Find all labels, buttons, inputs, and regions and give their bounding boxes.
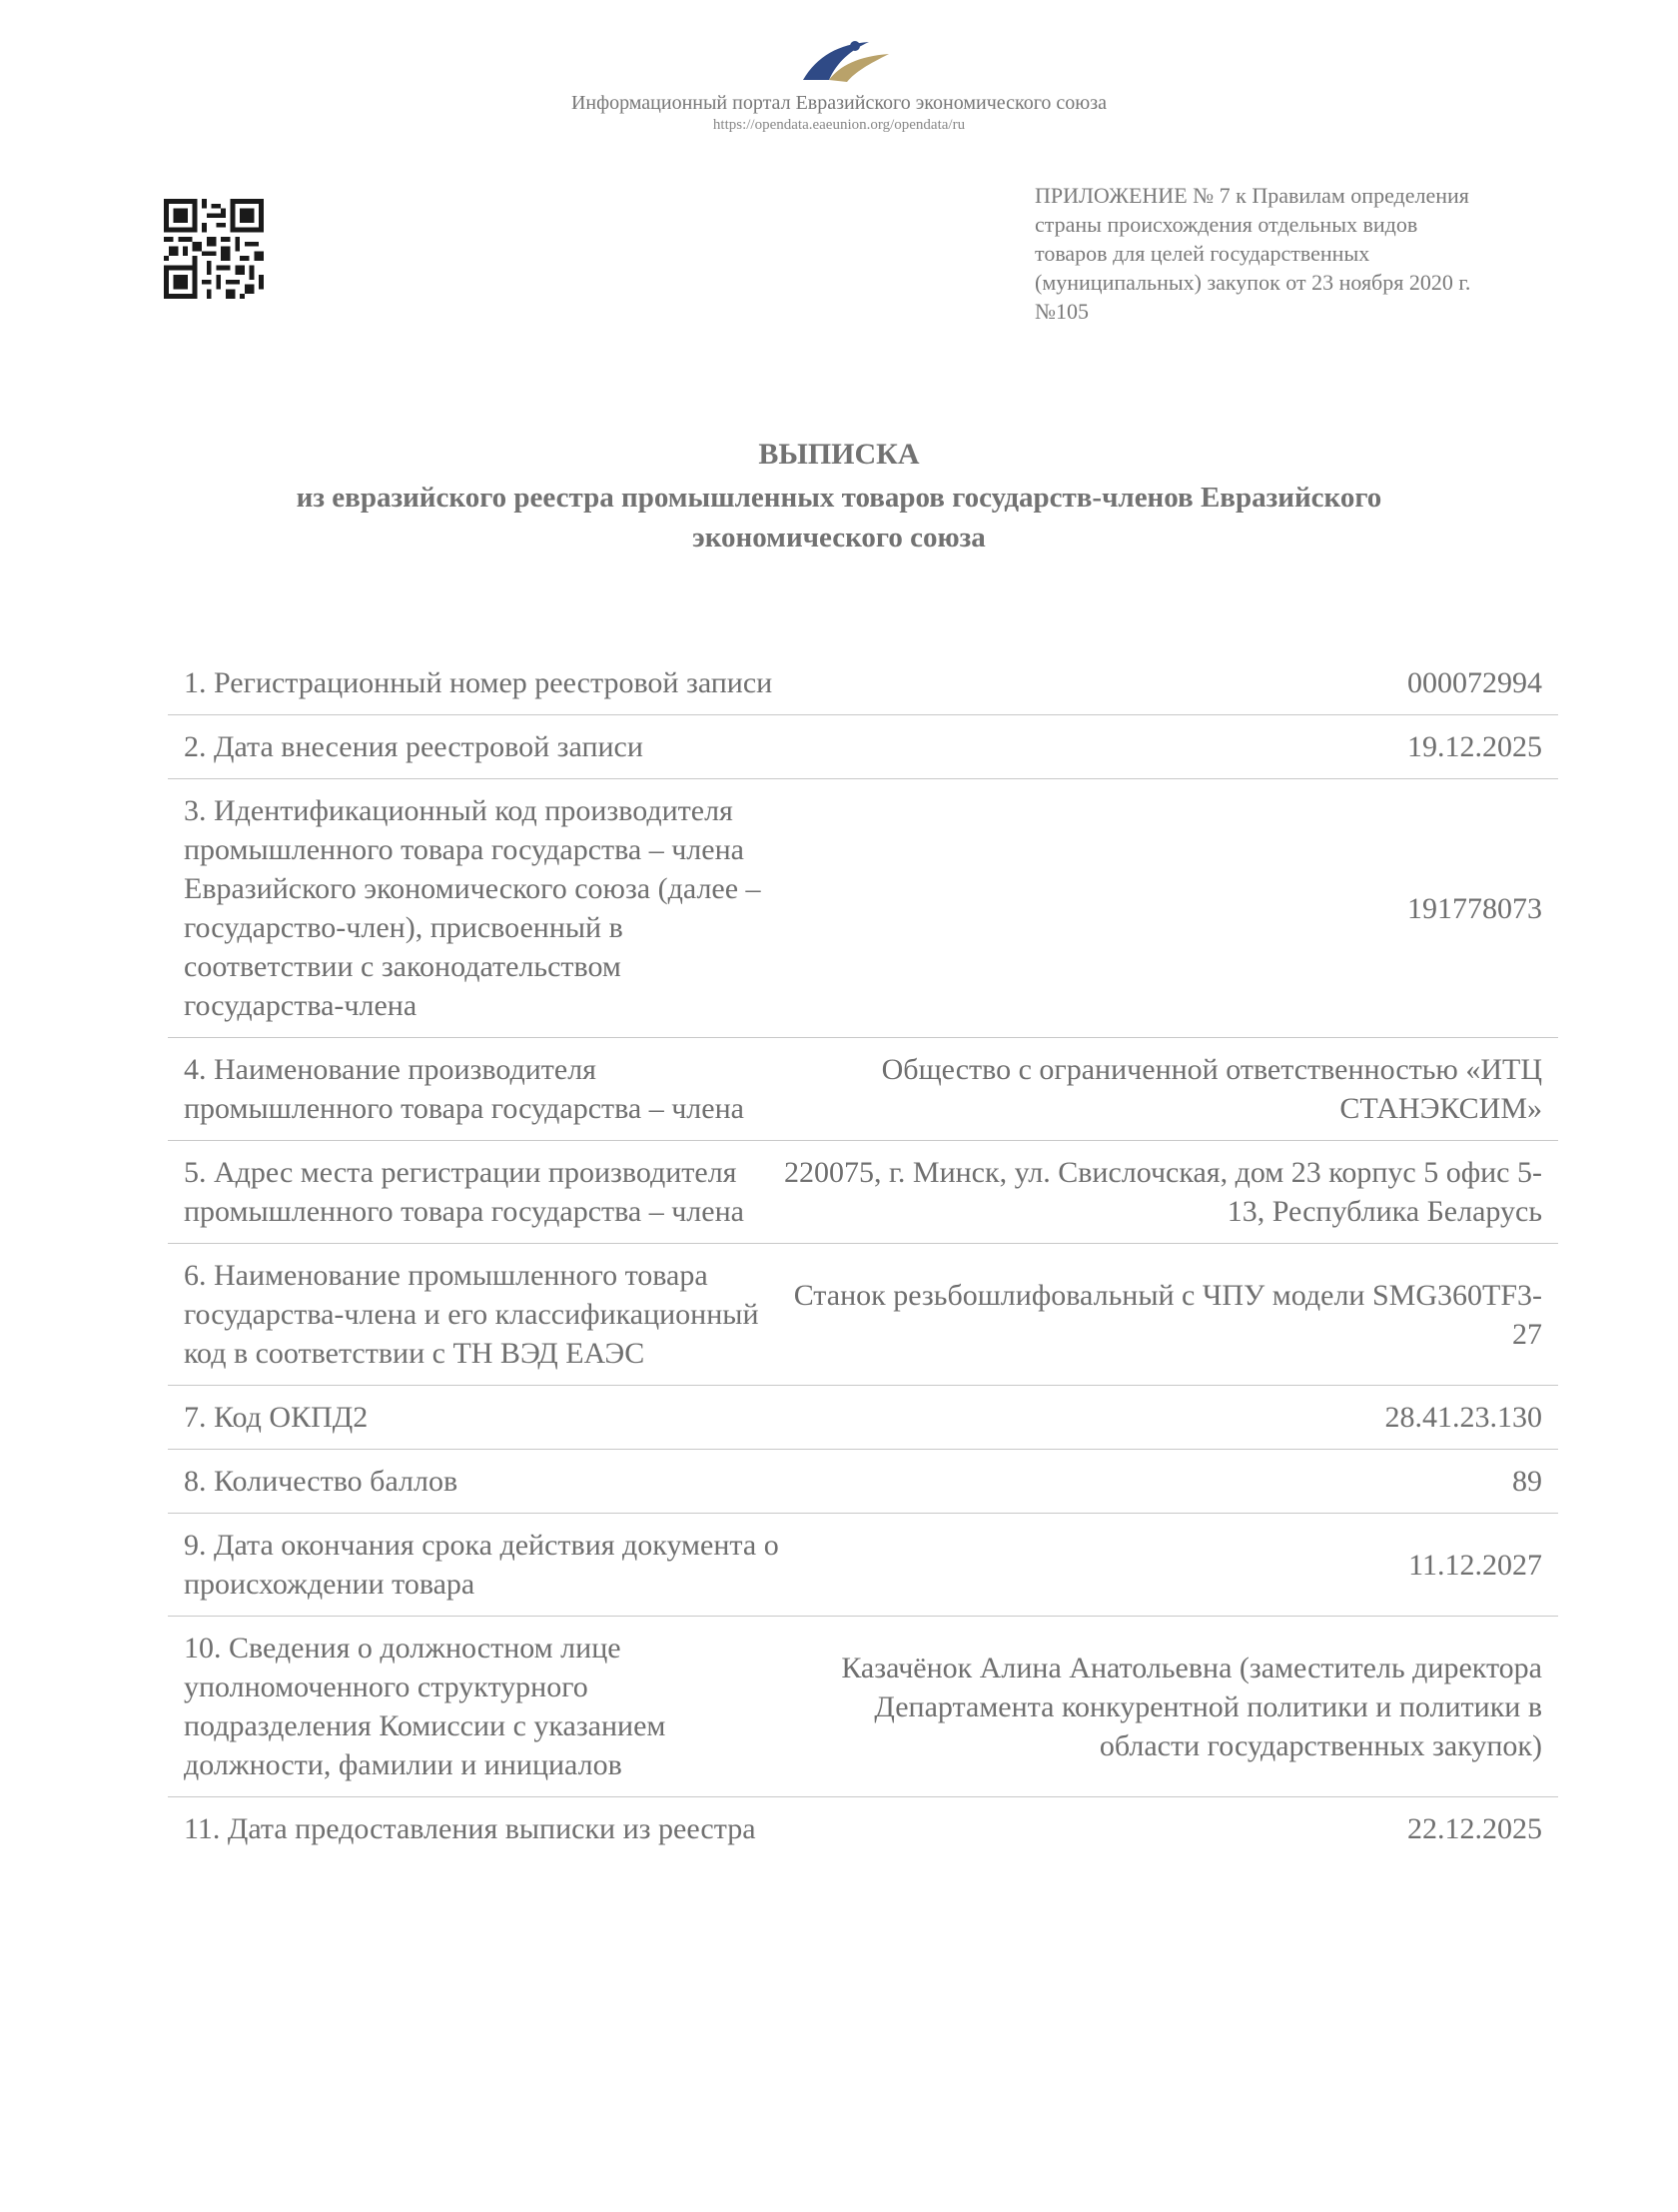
row-label: 6. Наименование промышленного товара государства-члена и его классификационный код в соответствии с ТН ВЭД ЕАЭС [184,1259,759,1370]
eaeu-bird-logo-icon [799,36,891,86]
appendix-line: №105 [1035,299,1089,324]
table-row [168,1038,1558,1141]
portal-url[interactable]: https://opendata.eaeunion.org/opendata/ru [712,117,966,133]
row-value: 28.41.23.130 [1384,1401,1542,1434]
table-row [168,1450,1558,1514]
portal-title: Информационный портал Евразийского экономического союза [570,92,1107,114]
row-label: 1. Регистрационный номер реестровой записи [184,666,773,699]
row-value: 000072994 [1407,666,1542,699]
row-value: 11.12.2027 [1408,1548,1542,1582]
row-value: Общество с ограниченной ответственностью «ИТЦ СТАНЭКСИМ» [881,1053,1542,1125]
appendix-line: товаров для целей государственных [1035,241,1370,266]
row-label: 8. Количество баллов [184,1465,458,1498]
row-value: 19.12.2025 [1407,730,1542,763]
row-value: 191778073 [1407,891,1542,925]
row-value: Казачёнок Алина Анатольевна (заместитель директора Департамента конкурентной политики и политики в области государственных закупок) [841,1651,1542,1762]
row-value: 89 [1512,1465,1542,1498]
row-label: 4. Наименование производителя промышленного товара государства – члена [184,1053,744,1125]
row-value: Станок резьбошлифовальный с ЧПУ модели SMG360TF3-27 [793,1278,1542,1351]
row-label: 7. Код ОКПД2 [184,1401,369,1434]
table-row [168,1244,1558,1386]
appendix-line: ПРИЛОЖЕНИЕ № 7 к Правилам определения [1035,183,1469,208]
table-row [168,1514,1558,1617]
table-row [168,779,1558,1038]
row-label: 3. Идентификационный код производителя промышленного товара государства – члена Евразийского экономического союза (далее – государство-член), присвоенный в соответствии с законодательством государства-члена [184,794,761,1022]
table-row [168,715,1558,779]
row-label: 9. Дата окончания срока действия документа о происхождении товара [184,1529,779,1601]
row-label: 11. Дата предоставления выписки из реестра [184,1812,756,1845]
table-row [168,1386,1558,1450]
appendix-line: (муниципальных) закупок от 23 ноября 2020 г. [1035,270,1471,295]
row-value: 22.12.2025 [1407,1812,1542,1845]
appendix-note [1035,181,1554,326]
row-label: 10. Сведения о должностном лице уполномоченного структурного подразделения Комиссии с указанием должности, фамилии и инициалов [184,1632,666,1781]
document-title: ВЫПИСКА [758,438,920,471]
registry-table [168,651,1558,1860]
row-value: 220075, г. Минск, ул. Свислочская, дом 23 корпус 5 офис 5-13, Республика Беларусь [783,1156,1542,1228]
table-row [168,1617,1558,1797]
row-label: 5. Адрес места регистрации производителя промышленного товара государства – члена [184,1156,744,1228]
table-row [168,651,1558,715]
appendix-line: страны происхождения отдельных видов [1035,212,1418,237]
table-row [168,1797,1558,1860]
table-row [168,1141,1558,1244]
document-subtitle: из евразийского реестра промышленных товаров государств-членов Евразийского экономического союза [296,482,1382,553]
row-label: 2. Дата внесения реестровой записи [184,730,643,763]
qr-code-icon [161,199,267,299]
